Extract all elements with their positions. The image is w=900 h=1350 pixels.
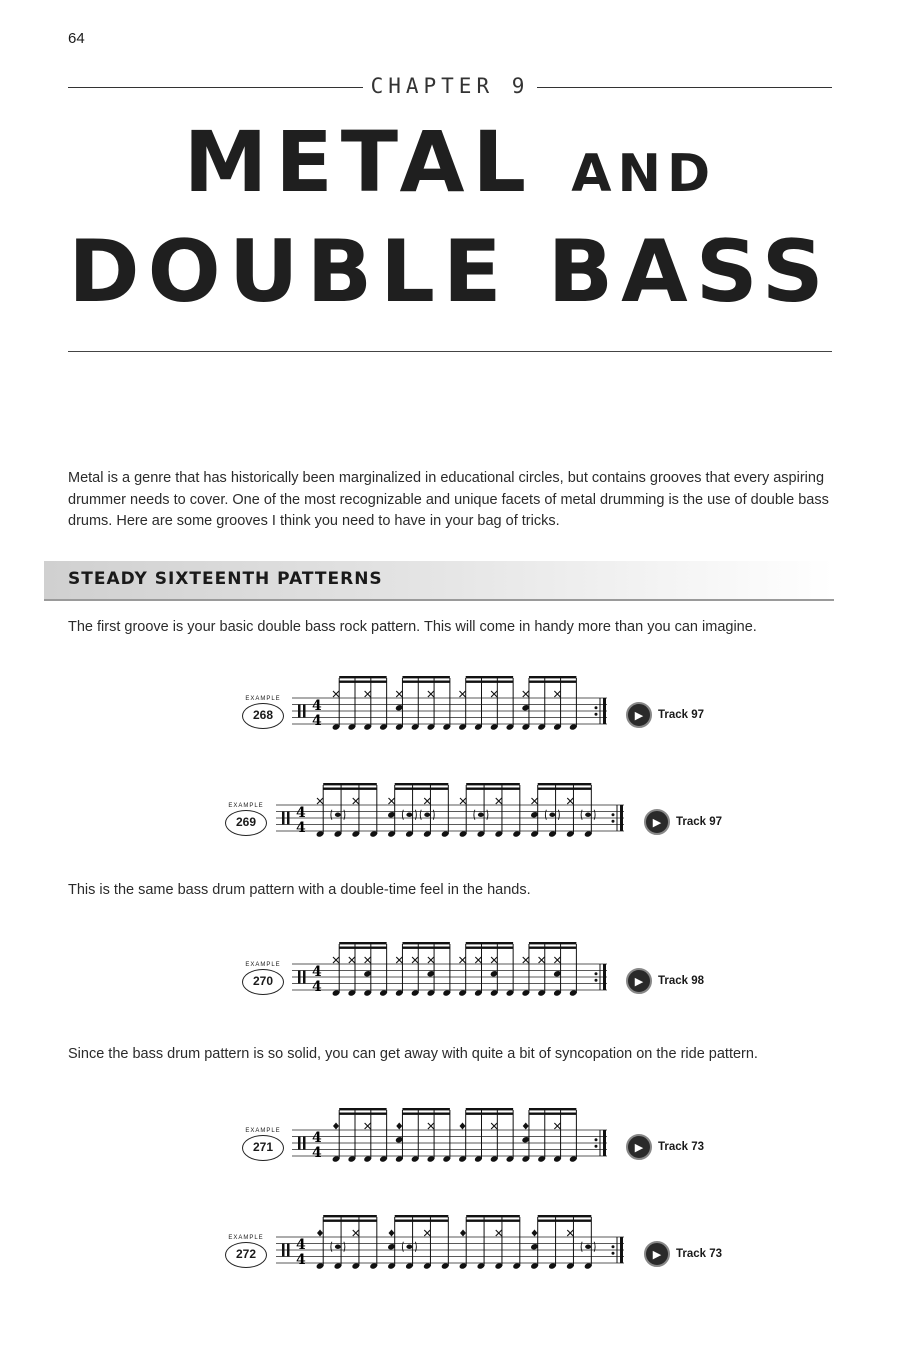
cymbal-note bbox=[491, 1123, 497, 1129]
ghost-snare-note bbox=[424, 813, 430, 817]
ghost-snare-note bbox=[585, 1245, 591, 1249]
cymbal-note bbox=[496, 798, 502, 804]
beam bbox=[466, 783, 520, 785]
page-number: 64 bbox=[68, 30, 85, 47]
ghost-snare-note bbox=[335, 813, 341, 817]
example-badge-label: EXAMPLE bbox=[245, 1128, 281, 1134]
example-number: 270 bbox=[252, 974, 274, 988]
cymbal-note bbox=[460, 957, 466, 963]
time-signature-bottom: 4 bbox=[296, 820, 306, 836]
cymbal-note bbox=[428, 691, 434, 697]
section-header-bar bbox=[44, 561, 834, 601]
speaker-icon[interactable]: ▶ bbox=[626, 702, 652, 728]
example-number: 268 bbox=[252, 708, 274, 722]
percussion-clef bbox=[303, 1137, 306, 1150]
cymbal-note bbox=[412, 957, 418, 963]
repeat-dot bbox=[612, 1252, 615, 1255]
cymbal-note bbox=[567, 1230, 573, 1236]
beam bbox=[402, 942, 449, 944]
audio-track-link[interactable] bbox=[626, 1134, 704, 1160]
ride-bell-note bbox=[396, 1123, 402, 1130]
beam bbox=[323, 783, 377, 785]
beam bbox=[402, 1108, 449, 1110]
percussion-clef bbox=[303, 971, 306, 984]
cymbal-note bbox=[475, 957, 481, 963]
beam bbox=[529, 947, 576, 949]
beam bbox=[466, 1113, 513, 1115]
beam bbox=[402, 676, 449, 678]
cymbal-note bbox=[424, 798, 430, 804]
beam bbox=[538, 1220, 592, 1222]
beam bbox=[466, 1108, 513, 1110]
ride-bell-note bbox=[317, 1230, 323, 1237]
cymbal-note bbox=[396, 957, 402, 963]
beam bbox=[529, 1108, 576, 1110]
ride-bell-note bbox=[532, 1230, 538, 1237]
chapter-rule-right bbox=[537, 87, 832, 88]
example-number: 272 bbox=[235, 1247, 257, 1261]
percussion-clef bbox=[282, 1244, 285, 1257]
cymbal-note bbox=[424, 1230, 430, 1236]
example-badge bbox=[242, 696, 284, 729]
speaker-icon[interactable]: ▶ bbox=[626, 1134, 652, 1160]
final-barline bbox=[620, 1237, 623, 1263]
beam bbox=[339, 942, 386, 944]
ghost-snare-note bbox=[406, 813, 412, 817]
beam bbox=[466, 1215, 520, 1217]
example-badge bbox=[242, 1128, 284, 1161]
intro-paragraph: Metal is a genre that has historically been marginalized in educational circles, but contains grooves that every aspiring drummer needs to cover. One of the most recognizable and unique facets of metal drumming is the use of double bass drums. Here are some grooves I think you need to have in your bag of tricks. bbox=[68, 470, 829, 529]
ghost-paren bbox=[415, 810, 416, 820]
drum-staff bbox=[292, 672, 607, 736]
repeat-dot bbox=[595, 972, 598, 975]
cymbal-note bbox=[353, 798, 359, 804]
repeat-dot bbox=[595, 713, 598, 716]
cymbal-note bbox=[365, 1123, 371, 1129]
cymbal-note bbox=[539, 957, 545, 963]
time-signature-bottom: 4 bbox=[296, 1252, 306, 1268]
ghost-paren bbox=[331, 810, 332, 820]
beam bbox=[339, 947, 386, 949]
repeat-dot bbox=[595, 706, 598, 709]
cymbal-note bbox=[333, 957, 339, 963]
paragraph-3: Since the bass drum pattern is so solid, you can get away with quite a bit of syncopation on the ride pattern. bbox=[68, 1046, 758, 1062]
example-badge-label: EXAMPLE bbox=[228, 1235, 264, 1241]
paragraph-2: This is the same bass drum pattern with a double-time feel in the hands. bbox=[68, 882, 531, 898]
ghost-paren bbox=[420, 810, 421, 820]
cymbal-note bbox=[496, 1230, 502, 1236]
beam bbox=[529, 942, 576, 944]
ghost-snare-note bbox=[478, 813, 484, 817]
time-signature-bottom: 4 bbox=[312, 979, 322, 995]
track-label: Track 73 bbox=[658, 1141, 705, 1153]
beam bbox=[323, 788, 377, 790]
ride-bell-note bbox=[460, 1123, 466, 1130]
cymbal-note bbox=[317, 798, 323, 804]
percussion-clef bbox=[287, 1244, 290, 1257]
audio-track-link[interactable] bbox=[626, 702, 704, 728]
drum-staff bbox=[276, 779, 624, 843]
example-badge-label: EXAMPLE bbox=[245, 696, 281, 702]
example-badge bbox=[225, 1235, 267, 1268]
percussion-clef bbox=[282, 812, 285, 825]
repeat-dot bbox=[595, 1145, 598, 1148]
ghost-paren bbox=[344, 1242, 345, 1252]
cymbal-note bbox=[491, 691, 497, 697]
speaker-icon[interactable]: ▶ bbox=[644, 1241, 670, 1267]
percussion-clef bbox=[303, 705, 306, 718]
beam bbox=[538, 783, 592, 785]
ghost-paren bbox=[558, 810, 559, 820]
audio-track-link[interactable] bbox=[626, 968, 704, 994]
cymbal-note bbox=[353, 1230, 359, 1236]
ghost-paren bbox=[331, 1242, 332, 1252]
ghost-paren bbox=[402, 810, 403, 820]
beam bbox=[466, 1220, 520, 1222]
ride-bell-note bbox=[333, 1123, 339, 1130]
cymbal-note bbox=[428, 1123, 434, 1129]
repeat-dot bbox=[612, 820, 615, 823]
ghost-snare-note bbox=[585, 813, 591, 817]
beam bbox=[395, 788, 449, 790]
ghost-paren bbox=[415, 1242, 416, 1252]
beam bbox=[529, 1113, 576, 1115]
section-title: STEADY SIXTEENTH PATTERNS bbox=[68, 569, 383, 589]
example-badge-label: EXAMPLE bbox=[228, 803, 264, 809]
audio-track-link[interactable] bbox=[644, 1241, 722, 1267]
ghost-paren bbox=[433, 810, 434, 820]
repeat-dot bbox=[612, 1245, 615, 1248]
example-badge-label: EXAMPLE bbox=[245, 962, 281, 968]
cymbal-note bbox=[428, 957, 434, 963]
cymbal-note bbox=[554, 1123, 560, 1129]
percussion-clef bbox=[298, 971, 301, 984]
track-label: Track 97 bbox=[658, 709, 705, 721]
title-and: AND bbox=[571, 144, 717, 204]
time-signature-top: 4 bbox=[312, 964, 322, 980]
cymbal-note bbox=[460, 798, 466, 804]
ghost-paren bbox=[581, 810, 582, 820]
beam bbox=[323, 1220, 377, 1222]
beam bbox=[466, 681, 513, 683]
beam bbox=[466, 942, 513, 944]
repeat-dot bbox=[595, 1138, 598, 1141]
percussion-clef bbox=[287, 812, 290, 825]
paragraph-1: The first groove is your basic double bass rock pattern. This will come in handy more than you can imagine. bbox=[68, 619, 757, 635]
final-barline bbox=[620, 805, 623, 831]
beam bbox=[339, 1108, 386, 1110]
chapter-title-line-1 bbox=[0, 112, 900, 224]
beam bbox=[466, 676, 513, 678]
beam bbox=[395, 783, 449, 785]
time-signature-top: 4 bbox=[312, 698, 322, 714]
chapter-label: CHAPTER 9 bbox=[370, 74, 530, 98]
cymbal-note bbox=[349, 957, 355, 963]
beam bbox=[339, 1113, 386, 1115]
final-barline bbox=[603, 1130, 606, 1156]
title-divider bbox=[68, 351, 832, 352]
example-269 bbox=[0, 779, 900, 843]
beam bbox=[529, 681, 576, 683]
beam bbox=[402, 1113, 449, 1115]
track-label: Track 98 bbox=[658, 975, 705, 987]
speaker-icon[interactable]: ▶ bbox=[626, 968, 652, 994]
ride-bell-note bbox=[389, 1230, 395, 1237]
ghost-paren bbox=[594, 1242, 595, 1252]
cymbal-note bbox=[554, 957, 560, 963]
track-label: Track 73 bbox=[676, 1248, 723, 1260]
cymbal-note bbox=[365, 691, 371, 697]
cymbal-note bbox=[365, 957, 371, 963]
chapter-title-line-2: DOUBLE BASS bbox=[68, 222, 832, 322]
time-signature-top: 4 bbox=[296, 1237, 306, 1253]
cymbal-note bbox=[396, 691, 402, 697]
ride-bell-note bbox=[523, 1123, 529, 1130]
beam bbox=[339, 676, 386, 678]
beam bbox=[395, 1220, 449, 1222]
drum-staff bbox=[292, 938, 607, 1002]
audio-track-link[interactable] bbox=[644, 809, 722, 835]
beam bbox=[538, 788, 592, 790]
final-barline bbox=[603, 698, 606, 724]
example-badge bbox=[242, 962, 284, 995]
chapter-header bbox=[68, 74, 832, 102]
beam bbox=[529, 676, 576, 678]
track-label: Track 97 bbox=[676, 816, 723, 828]
repeat-dot bbox=[612, 813, 615, 816]
ghost-paren bbox=[344, 810, 345, 820]
repeat-dot bbox=[595, 979, 598, 982]
beam bbox=[538, 1215, 592, 1217]
beam bbox=[402, 947, 449, 949]
cymbal-note bbox=[333, 691, 339, 697]
title-metal: METAL bbox=[183, 113, 535, 211]
ghost-paren bbox=[594, 810, 595, 820]
example-number: 271 bbox=[252, 1140, 274, 1154]
example-271 bbox=[0, 1104, 900, 1168]
beam bbox=[466, 788, 520, 790]
beam bbox=[395, 1215, 449, 1217]
cymbal-note bbox=[532, 798, 538, 804]
cymbal-note bbox=[389, 798, 395, 804]
example-272 bbox=[0, 1211, 900, 1275]
beam bbox=[466, 947, 513, 949]
time-signature-bottom: 4 bbox=[312, 713, 322, 729]
cymbal-note bbox=[567, 798, 573, 804]
percussion-clef bbox=[298, 705, 301, 718]
beam bbox=[339, 681, 386, 683]
example-270 bbox=[0, 938, 900, 1002]
ghost-snare-note bbox=[335, 1245, 341, 1249]
beam bbox=[402, 681, 449, 683]
time-signature-top: 4 bbox=[312, 1130, 322, 1146]
drum-staff bbox=[276, 1211, 624, 1275]
drum-staff bbox=[292, 1104, 607, 1168]
beam bbox=[323, 1215, 377, 1217]
cymbal-note bbox=[554, 691, 560, 697]
percussion-clef bbox=[298, 1137, 301, 1150]
example-badge bbox=[225, 803, 267, 836]
cymbal-note bbox=[460, 691, 466, 697]
ghost-snare-note bbox=[406, 1245, 412, 1249]
ghost-snare-note bbox=[549, 813, 555, 817]
cymbal-note bbox=[491, 957, 497, 963]
ghost-paren bbox=[402, 1242, 403, 1252]
time-signature-bottom: 4 bbox=[312, 1145, 322, 1161]
speaker-icon[interactable]: ▶ bbox=[644, 809, 670, 835]
cymbal-note bbox=[523, 957, 529, 963]
ghost-paren bbox=[487, 810, 488, 820]
ghost-paren bbox=[474, 810, 475, 820]
cymbal-note bbox=[523, 691, 529, 697]
ghost-paren bbox=[581, 1242, 582, 1252]
time-signature-top: 4 bbox=[296, 805, 306, 821]
example-number: 269 bbox=[235, 815, 257, 829]
final-barline bbox=[603, 964, 606, 990]
ride-bell-note bbox=[460, 1230, 466, 1237]
example-268 bbox=[0, 672, 900, 736]
ghost-paren bbox=[545, 810, 546, 820]
